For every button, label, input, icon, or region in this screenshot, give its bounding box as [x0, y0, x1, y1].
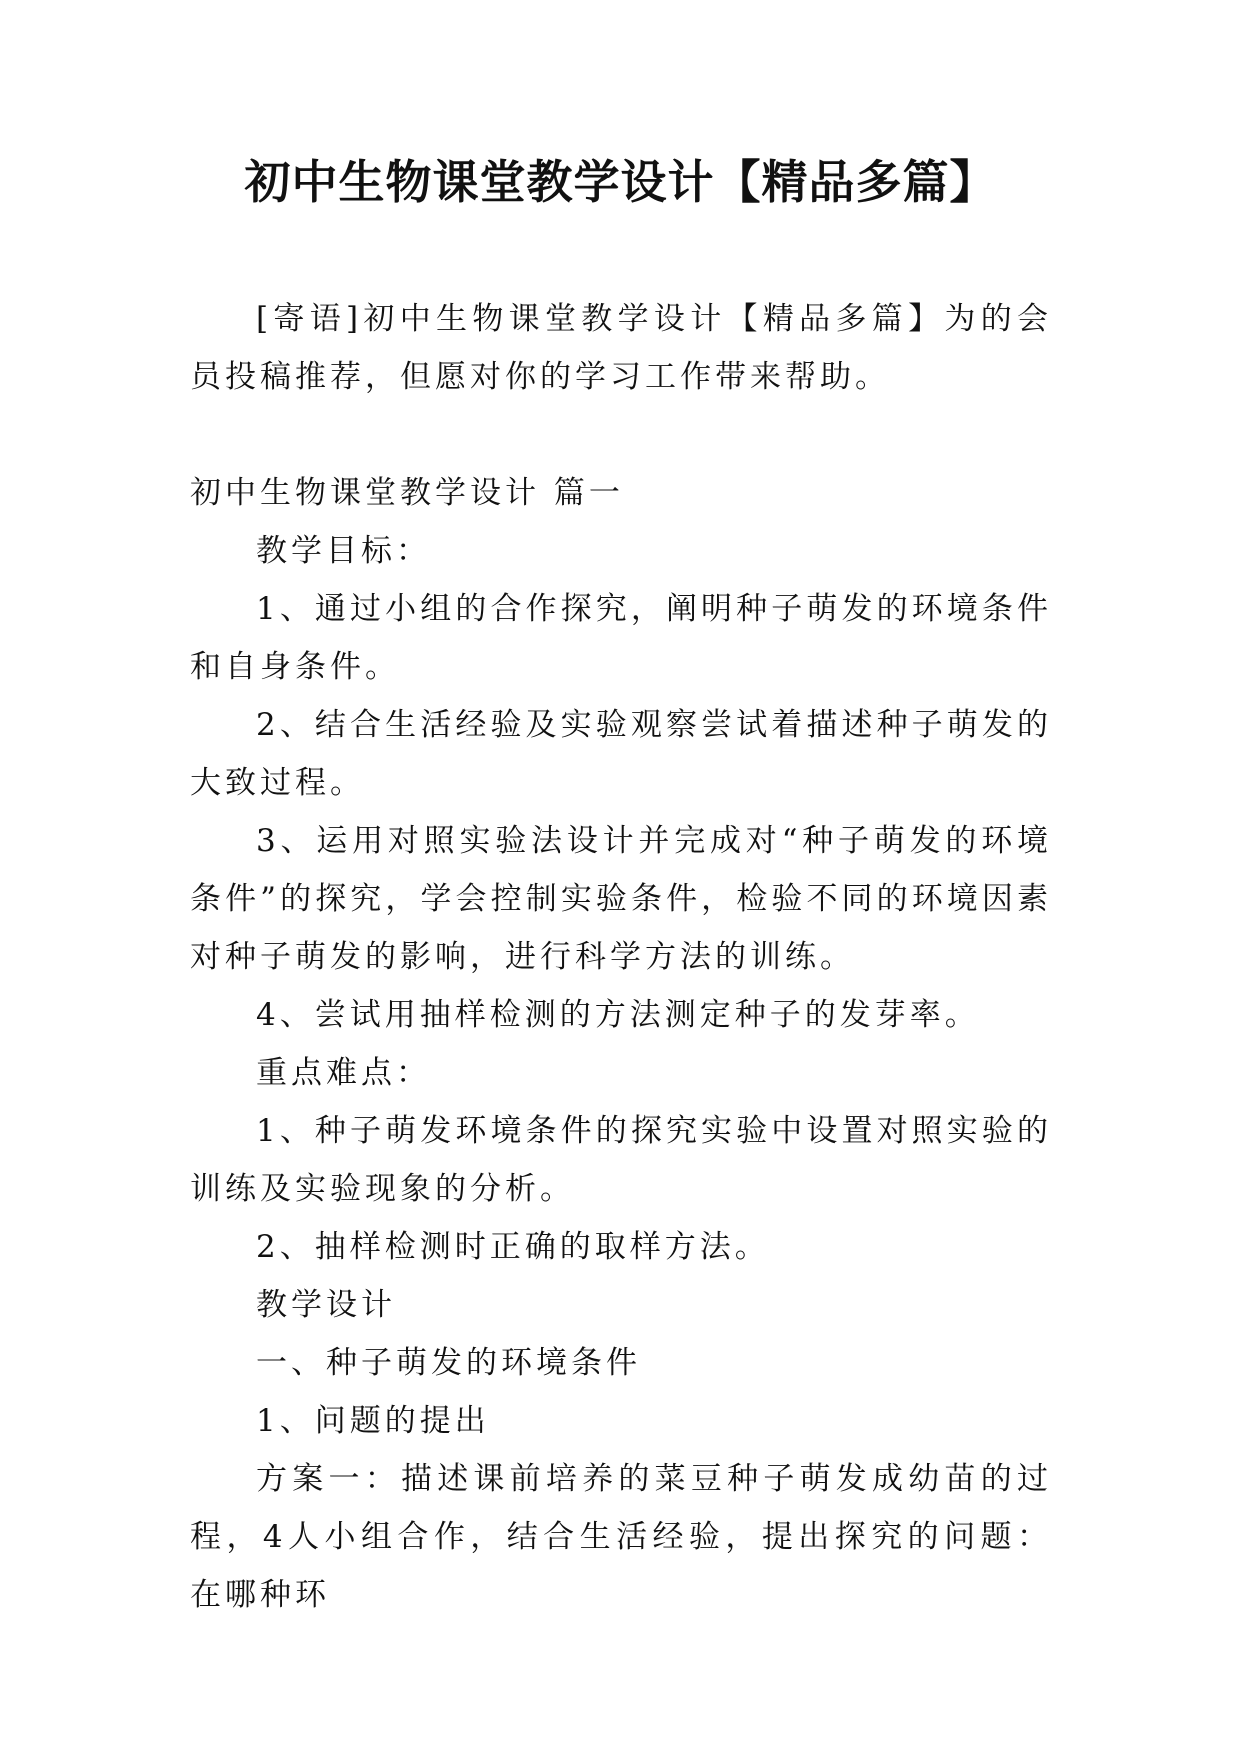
paragraph-plan-one: 方案一：描述课前培养的菜豆种子萌发成幼苗的过程，4人小组合作，结合生活经验，提出探究的问题：在哪种环	[190, 1461, 1052, 1613]
document-body	[190, 290, 1052, 1624]
paragraph-key-point-1: 1、种子萌发环境条件的探究实验中设置对照实验的训练及实验现象的分析。	[190, 1113, 1052, 1207]
paragraph-objective-4: 4、尝试用抽样检测的方法测定种子的发芽率。	[256, 997, 980, 1033]
section-heading: 初中生物课堂教学设计 篇一	[190, 475, 624, 511]
paragraph-objective-3: 3、运用对照实验法设计并完成对“种子萌发的环境条件”的探究，学会控制实验条件，检验不同的环境因素对种子萌发的影响，进行科学方法的训练。	[190, 823, 1052, 975]
paragraph-teaching-design: 教学设计	[256, 1287, 396, 1323]
paragraph-objectives-heading: 教学目标：	[256, 533, 431, 569]
paragraph-environment-conditions: 一、种子萌发的环境条件	[256, 1345, 641, 1381]
paragraph-objective-1: 1、通过小组的合作探究，阐明种子萌发的环境条件和自身条件。	[190, 591, 1052, 685]
paragraph-question-raised: 1、问题的提出	[256, 1403, 490, 1439]
document-title: 初中生物课堂教学设计【精品多篇】	[244, 155, 997, 209]
intro-paragraph: [寄语]初中生物课堂教学设计【精品多篇】为的会员投稿推荐，但愿对你的学习工作带来帮助。	[190, 301, 1052, 395]
paragraph-key-points-heading: 重点难点：	[256, 1055, 431, 1091]
paragraph-key-point-2: 2、抽样检测时正确的取样方法。	[256, 1229, 770, 1265]
paragraph-objective-2: 2、结合生活经验及实验观察尝试着描述种子萌发的大致过程。	[190, 707, 1052, 801]
